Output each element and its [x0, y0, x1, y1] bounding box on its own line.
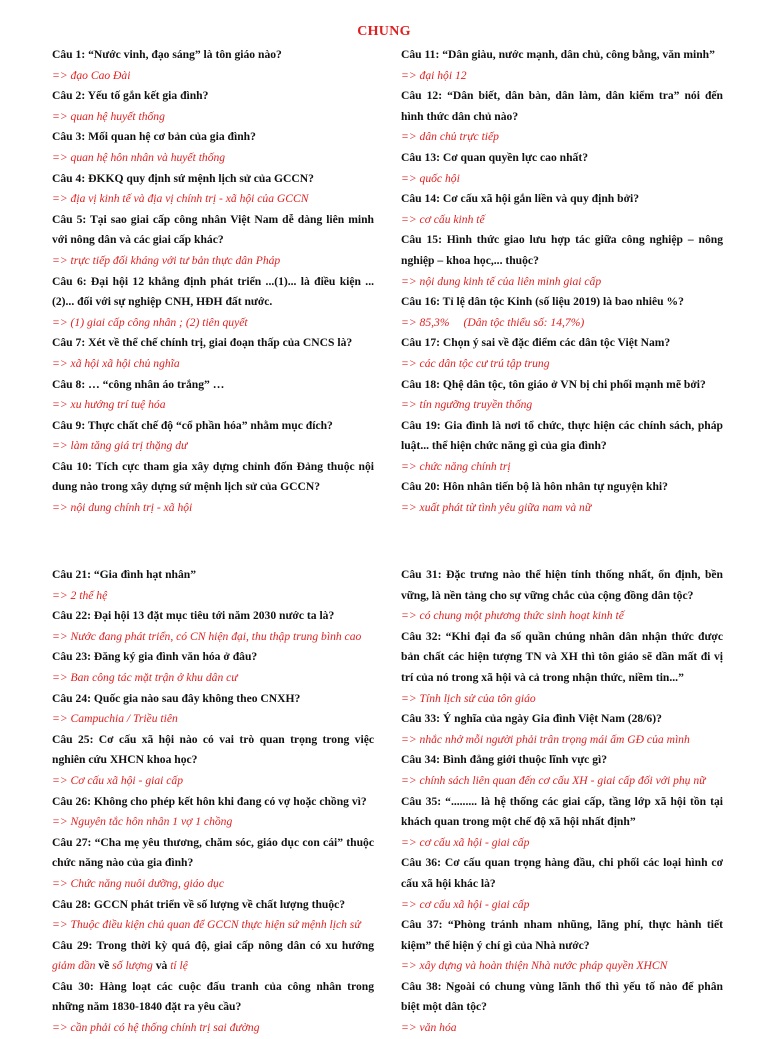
question-1: Câu 1: “Nước vinh, đạo sáng” là tôn giáo nào?: [52, 48, 282, 61]
question-20: Câu 20: Hôn nhân tiến bộ là hôn nhân tự nguyện khi?: [401, 480, 668, 494]
question-29-text: Câu 29: Trong thời kỳ quá độ, giai cấp nông dân có xu hướng: [52, 938, 374, 952]
answer-16: [401, 313, 723, 334]
question-14: Câu 14: Cơ cấu xã hội gắn liền và quy định bởi?: [401, 192, 640, 206]
question-9: Câu 9: Thực chất chế độ “cổ phần hóa” nhằm mục đích?: [52, 418, 333, 432]
section2-left-column: [52, 565, 374, 1039]
section2-right-column: [401, 565, 723, 1039]
question-13: Câu 13: Cơ quan quyền lực cao nhất?: [401, 150, 588, 164]
answer-13: => quốc hội: [401, 171, 460, 185]
question-8: Câu 8: … “công nhân áo trắng” …: [52, 377, 225, 391]
answer-32: => Tính lịch sử của tôn giáo: [401, 691, 536, 705]
question-24: Câu 24: Quốc gia nào sau đây không theo CNXH?: [52, 691, 301, 705]
question-22: Câu 22: Đại hội 13 đặt mục tiêu tới năm 2030 nước ta là?: [52, 609, 335, 623]
question-29-joiner-2: và: [155, 959, 168, 973]
question-29-answer-2: số lượng: [112, 959, 153, 973]
question-21: Câu 21: “Gia đình hạt nhân”: [52, 568, 197, 581]
answer-19: => chức năng chính trị: [401, 459, 511, 473]
question-26: Câu 26: Không cho phép kết hôn khi đang có vợ hoặc chồng vì?: [52, 794, 367, 808]
question-29-answer-1: giảm dần: [52, 959, 96, 973]
answer-18: => tín ngưỡng truyền thống: [401, 398, 533, 412]
question-2: Câu 2: Yếu tố gắn kết gia đình?: [52, 89, 209, 103]
question-18: Câu 18: Qhệ dân tộc, tôn giáo ở VN bị chi phối mạnh mẽ bởi?: [401, 377, 706, 391]
question-16: Câu 16: Tỉ lệ dân tộc Kinh (số liệu 2019) là bao nhiêu %?: [401, 295, 684, 309]
answer-8: => xu hướng trí tuệ hóa: [52, 398, 166, 412]
question-10: Câu 10: Tích cực tham gia xây dựng chỉnh đốn Đảng thuộc nội dung nào trong xây dựng sứ mệnh lịch sử của GCCN?: [52, 459, 374, 494]
answer-11: => đại hội 12: [401, 68, 467, 82]
answer-15: => nội dung kinh tế của liên minh giai cấp: [401, 274, 602, 288]
answer-16-note: (Dân tộc thiểu số: 14,7%): [463, 315, 585, 329]
answer-7: => xã hội xã hội chủ nghĩa: [52, 356, 180, 370]
question-6: Câu 6: Đại hội 12 khẳng định phát triển ...(1)... là điều kiện ...(2)... đối với sự nghiệp CNH, HĐH đất nước.: [52, 274, 374, 309]
question-23: Câu 23: Đăng ký gia đình văn hóa ở đâu?: [52, 650, 258, 664]
answer-30: => cần phải có hệ thống chính trị sai đường: [52, 1021, 260, 1035]
answer-22: => Nước đang phát triển, có CN hiện đại, thu thập trung bình cao: [52, 629, 362, 643]
question-32: Câu 32: “Khi đại đa số quần chúng nhân dân nhận thức được bản chất các hiện tượng TN và XH thì tôn giáo sẽ dần mất đi vị trí của nó trong xã hội và cả trong nhận thức, niềm tin...”: [401, 629, 723, 684]
answer-3: => quan hệ hôn nhân và huyết thống: [52, 150, 226, 164]
question-38: Câu 38: Ngoài có chung vùng lãnh thổ thì yếu tố nào để phân biệt một dân tộc?: [401, 979, 723, 1014]
question-11: Câu 11: “Dân giàu, nước mạnh, dân chủ, công bằng, văn minh”: [401, 48, 715, 61]
answer-31: => có chung một phương thức sinh hoạt kinh tế: [401, 609, 624, 623]
question-36: Câu 36: Cơ cấu quan trọng hàng đầu, chi phối các loại hình cơ cấu xã hội khác là?: [401, 856, 723, 890]
question-27: Câu 27: “Cha mẹ yêu thương, chăm sóc, giáo dục con cái” thuộc chức năng nào của gia đình?: [52, 835, 374, 870]
question-31: Câu 31: Đặc trưng nào thể hiện tính thống nhất, ổn định, bền vững, là nền tảng cho sự vững chắc của cộng đồng dân tộc?: [401, 568, 723, 602]
answer-36: => cơ cấu xã hội - giai cấp: [401, 897, 530, 911]
question-29-answer-3: tỉ lệ: [170, 959, 188, 973]
question-3: Câu 3: Mối quan hệ cơ bản của gia đình?: [52, 130, 256, 144]
answer-1: => đạo Cao Đài: [52, 68, 131, 82]
answer-26: => Nguyên tắc hôn nhân 1 vợ 1 chồng: [52, 815, 233, 829]
question-12: Câu 12: “Dân biết, dân bàn, dân làm, dân kiểm tra” nói đến hình thức dân chủ nào?: [401, 89, 723, 123]
question-4: Câu 4: ĐKKQ quy định sứ mệnh lịch sử của GCCN?: [52, 171, 314, 185]
answer-14: => cơ cấu kinh tế: [401, 212, 485, 226]
answer-38: => văn hóa: [401, 1021, 457, 1035]
question-5: Câu 5: Tại sao giai cấp công nhân Việt Nam dễ dàng liên minh với nông dân và các giai cấp khác?: [52, 212, 374, 247]
answer-35: => cơ cấu xã hội - giai cấp: [401, 835, 530, 849]
question-28: Câu 28: GCCN phát triển về số lượng về chất lượng thuộc?: [52, 897, 346, 911]
answer-27: => Chức năng nuôi dưỡng, giáo dục: [52, 876, 224, 890]
question-15: Câu 15: Hình thức giao lưu hợp tác giữa công nghiệp – nông nghiệp – khoa học,... thuộc?: [401, 233, 723, 267]
question-17: Câu 17: Chọn ý sai về đặc điểm các dân tộc Việt Nam?: [401, 336, 671, 350]
answer-5: => trực tiếp đối kháng với tư bản thực dân Pháp: [52, 253, 281, 267]
section1-right-column: [401, 45, 723, 519]
answer-23: => Ban công tác mặt trận ở khu dân cư: [52, 670, 238, 684]
answer-9: => làm tăng giá trị thặng dư: [52, 439, 188, 453]
answer-6: => (1) giai cấp công nhân ; (2) tiên quyết: [52, 315, 248, 329]
question-25: Câu 25: Cơ cấu xã hội nào có vai trò quan trọng trong việc nghiên cứu XHCN khoa học?: [52, 732, 374, 767]
section1-left-column: [52, 45, 374, 519]
answer-25: => Cơ cấu xã hội - giai cấp: [52, 773, 183, 787]
question-35: Câu 35: “......... là hệ thống các giai cấp, tầng lớp xã hội tồn tại khách quan trong một chế độ xã hội nhất định”: [401, 794, 723, 829]
answer-16-value: => 85,3%: [401, 315, 450, 329]
answer-4: => địa vị kinh tế và địa vị chính trị - xã hội của GCCN: [52, 192, 309, 206]
page-title: CHUNG: [357, 24, 411, 39]
answer-33: => nhắc nhở mỗi người phải trân trọng mái ấm GĐ của mình: [401, 732, 690, 746]
answer-37: => xây dựng và hoàn thiện Nhà nước pháp quyền XHCN: [401, 959, 668, 973]
question-34: Câu 34: Bình đẳng giới thuộc lĩnh vực gì?: [401, 753, 608, 767]
question-29: [52, 936, 374, 977]
answer-34: => chính sách liên quan đến cơ cấu XH - giai cấp đối với phụ nữ: [401, 773, 706, 787]
answer-21: => 2 thế hệ: [52, 588, 108, 602]
answer-12: => dân chủ trực tiếp: [401, 130, 499, 144]
answer-28: => Thuộc điều kiện chủ quan để GCCN thực hiện sứ mệnh lịch sử: [52, 918, 361, 932]
answer-24: => Campuchia / Triều tiên: [52, 712, 178, 726]
question-30: Câu 30: Hàng loạt các cuộc đấu tranh của công nhân trong những năm 1830-1840 đặt ra yêu cầu?: [52, 979, 374, 1014]
answer-20: => xuất phát từ tình yêu giữa nam và nữ: [401, 501, 592, 515]
question-33: Câu 33: Ý nghĩa của ngày Gia đình Việt Nam (28/6)?: [401, 712, 662, 726]
question-29-joiner-1: về: [98, 959, 110, 973]
answer-2: => quan hệ huyết thống: [52, 109, 165, 123]
answer-17: => các dân tộc cư trú tập trung: [401, 356, 550, 370]
question-7: Câu 7: Xét về thể chế chính trị, giai đoạn thấp của CNCS là?: [52, 336, 353, 350]
question-19: Câu 19: Gia đình là nơi tổ chức, thực hiện các chính sách, pháp luật... thể hiện chức năng gì của gia đình?: [401, 418, 723, 453]
answer-10: => nội dung chính trị - xã hội: [52, 501, 193, 515]
question-37: Câu 37: “Phòng tránh nham nhũng, lãng phí, thực hành tiết kiệm” thể hiện ý chí gì của Nhà nước?: [401, 918, 723, 952]
